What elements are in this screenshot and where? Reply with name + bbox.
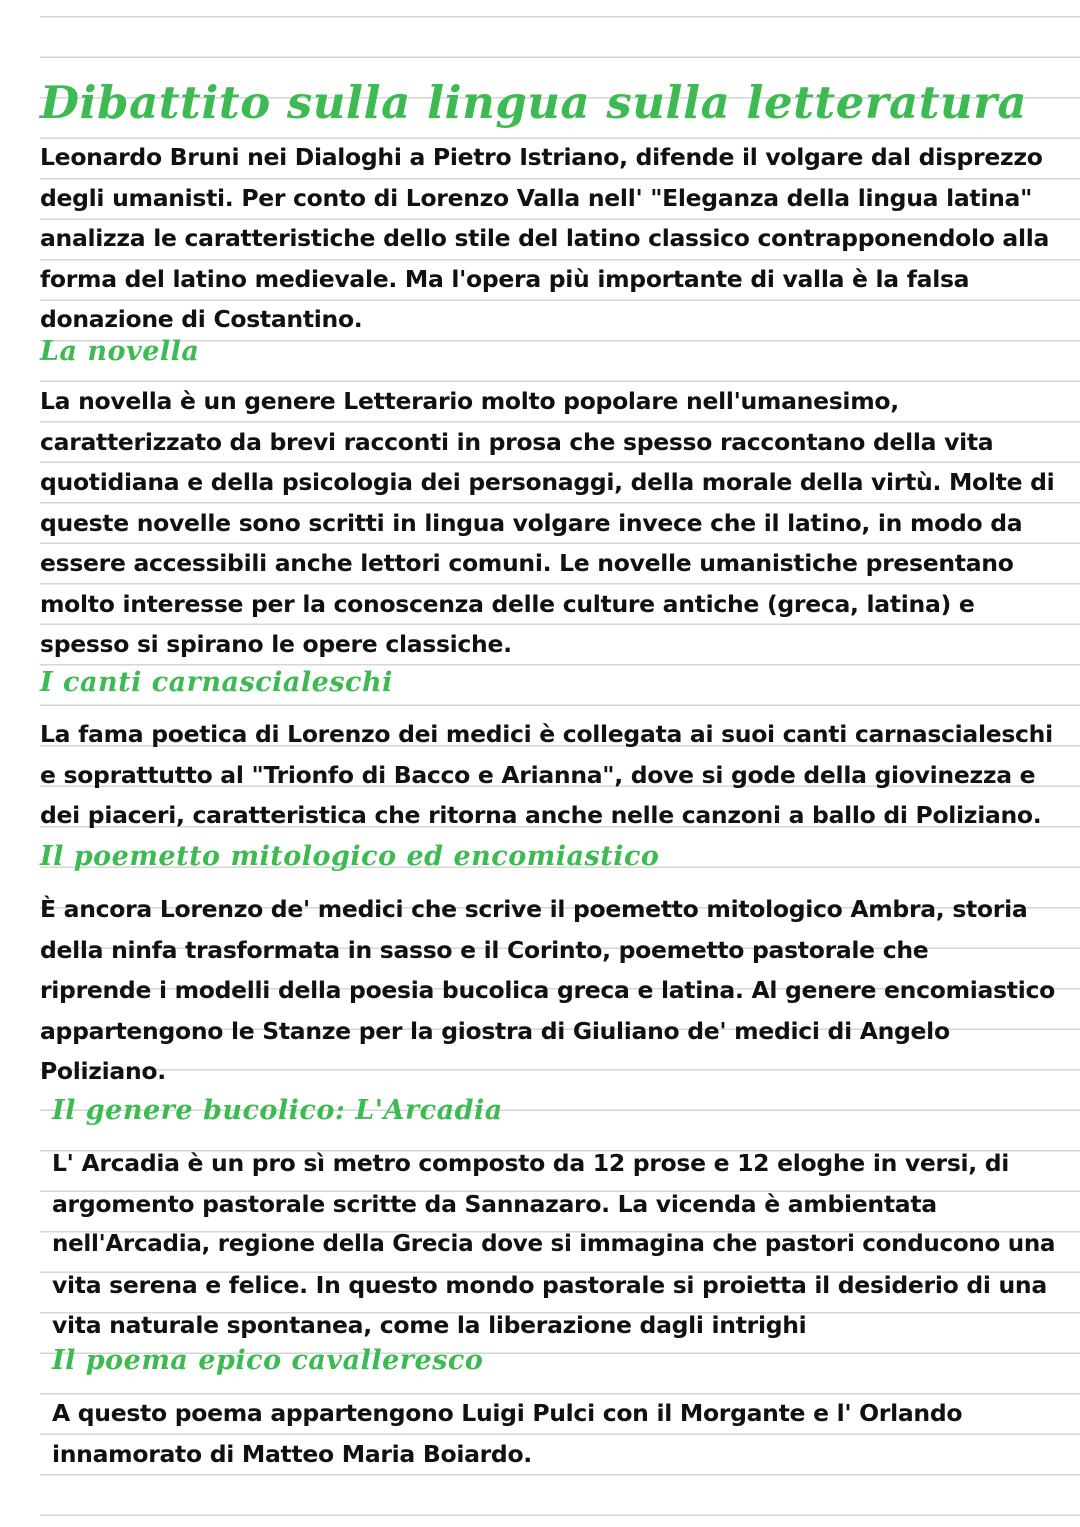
text-line: È ancora Lorenzo de' medici che scrive il poemetto mitologico Ambra, storia	[40, 895, 1028, 923]
section-3-text	[40, 714, 1053, 836]
text-line: analizza le caratteristiche dello stile del latino classico contrapponendolo alla	[40, 224, 1050, 252]
text-line: quotidiana e della psicologia dei personaggi, della morale della virtù. Molte di	[40, 468, 1055, 496]
section-heading-poema-epico: Il poema epico cavalleresco	[52, 1345, 484, 1376]
page-margin	[0, 0, 40, 1527]
text-line: molto interesse per la conoscenza delle culture antiche (greca, latina) e	[40, 589, 975, 618]
page-title: Dibattito sulla lingua sulla letteratura	[40, 76, 1028, 129]
text-line: e soprattutto al "Trionfo di Bacco e Arianna", dove si gode della giovinezza e	[40, 760, 1036, 789]
section-5-text	[52, 1143, 1056, 1346]
text-line: nell'Arcadia, regione della Grecia dove si immagina che pastori conducono una	[52, 1231, 1056, 1257]
text-line: A questo poema appartengono Luigi Pulci con il Morgante e l' Orlando	[52, 1399, 963, 1427]
text-line: caratterizzato da brevi racconti in prosa che spesso raccontano della vita	[40, 427, 994, 456]
section-2-text	[40, 381, 1055, 665]
text-line: argomento pastorale scritte da Sannazaro. La vicenda è ambientata	[52, 1189, 937, 1218]
text-line: spesso si spirano le opere classiche.	[40, 630, 512, 658]
text-line: L' Arcadia è un pro sì metro composto da 12 prose e 12 eloghe in versi, di	[52, 1149, 1010, 1177]
text-line: degli umanisti. Per conto di Lorenzo Valla nell' "Eleganza della lingua latina"	[40, 183, 1033, 212]
text-line: vita naturale spontanea, come la liberazione dagli intrighi	[52, 1311, 807, 1339]
text-line: della ninfa trasformata in sasso e il Corinto, poemetto pastorale che	[40, 935, 929, 964]
text-line: riprende i modelli della poesia bucolica greca e latina. Al genere encomiastico	[40, 976, 1055, 1004]
text-line: dei piaceri, caratteristica che ritorna anche nelle canzoni a ballo di Poliziano.	[40, 801, 1042, 829]
text-line: donazione di Costantino.	[40, 305, 363, 333]
section-heading-genere-bucolico: Il genere bucolico: L'Arcadia	[52, 1095, 503, 1126]
section-heading-la-novella: La novella	[40, 336, 200, 367]
text-line: appartengono le Stanze per la giostra di Giuliano de' medici di Angelo	[40, 1016, 950, 1045]
text-line: essere accessibili anche lettori comuni. Le novelle umanistiche presentano	[40, 549, 1014, 577]
text-line: Poliziano.	[40, 1057, 166, 1085]
text-line: innamorato di Matteo Maria Boiardo.	[52, 1439, 532, 1468]
section-heading-canti-carnascialeschi: I canti carnascialeschi	[40, 667, 393, 698]
section-heading-poemetto: Il poemetto mitologico ed encomiastico	[40, 841, 660, 872]
text-line: La fama poetica di Lorenzo dei medici è collegata ai suoi canti carnascialeschi	[40, 720, 1053, 748]
section-1-text	[40, 137, 1050, 340]
section-6-text	[52, 1393, 1052, 1474]
text-line: queste novelle sono scritti in lingua volgare invece che il latino, in modo da	[40, 508, 1023, 537]
section-4-text	[40, 889, 1055, 1092]
text-line: vita serena e felice. In questo mondo pastorale si proietta il desiderio di una	[52, 1270, 1047, 1299]
text-line: La novella è un genere Letterario molto popolare nell'umanesimo,	[40, 387, 899, 415]
text-line: Leonardo Bruni nei Dialoghi a Pietro Istriano, difende il volgare dal disprezzo	[40, 143, 1043, 171]
text-line: forma del latino medievale. Ma l'opera più importante di valla è la falsa	[40, 264, 970, 293]
